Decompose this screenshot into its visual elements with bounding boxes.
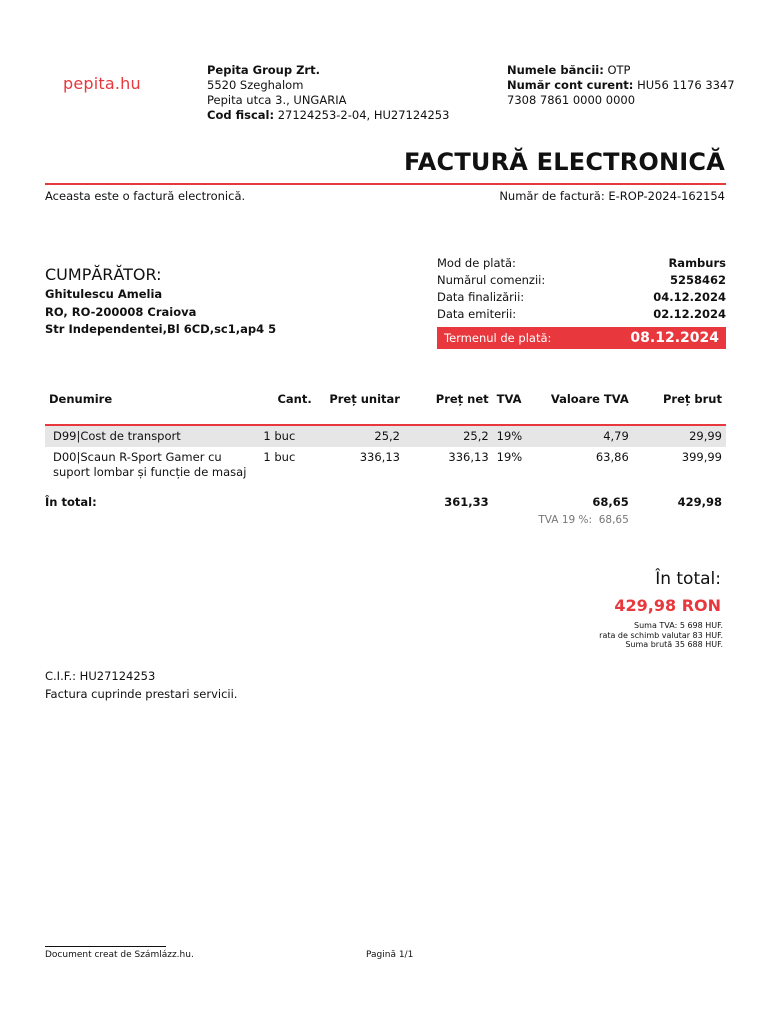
cell-qty: 1 buc [263,450,296,464]
info-row-completion-date [437,289,726,306]
vat-sum-huf: Suma TVA: 5 698 HUF. [634,621,723,630]
footer-page-number: Pagină 1/1 [366,950,414,960]
due-date-label: Termenul de plată: [444,331,552,345]
buyer-block [45,286,276,339]
title-divider [45,183,726,185]
buyer-street: Str Independentei,Bl 6CD,sc1,ap4 5 [45,322,277,336]
vat-breakdown-value: 68,65 [598,514,629,526]
info-value: 04.12.2024 [653,290,726,304]
col-header-net-price: Preț net [404,390,493,425]
info-label: Data emiterii: [437,307,517,321]
cell-gross-price: 29,99 [633,425,726,447]
footer-created-by: Document creat de Számlázz.hu. [45,950,194,960]
info-row-order-number [437,272,726,289]
total-net: 361,33 [444,495,489,509]
total-vat: 68,65 [592,495,629,509]
footer-divider [45,946,166,947]
vat-breakdown-label: TVA 19 %: [538,514,593,526]
col-header-vat: TVA [493,390,544,425]
bank-account-label: Număr cont curent: [507,78,634,92]
seller-city: 5520 Szeghalom [207,78,304,92]
table-row [45,447,726,483]
seller-block [207,63,449,123]
bank-block [507,63,737,108]
cell-net-price: 25,2 [404,425,493,447]
col-header-vat-value: Valoare TVA [544,390,633,425]
total-label: În total: [45,495,97,509]
table-row [45,425,726,447]
cell-unit-price: 336,13 [359,450,400,464]
exchange-rate: rata de schimb valutar 83 HUF. [599,630,723,640]
gross-sum-huf: Suma brută 35 688 HUF. [625,640,723,649]
invoice-info [437,255,726,349]
invoice-number: Număr de factură: E-ROP-2024-162154 [499,189,725,203]
cell-name: D00|Scaun R-Sport Gamer cu suport lombar și funcție de masaj [53,450,247,479]
cell-vat: 19% [496,450,523,464]
cell-qty: 1 buc [259,425,315,447]
cell-net-price: 336,13 [448,450,489,464]
col-header-qty: Cant. [259,390,315,425]
bank-account-value: HU56 1176 3347 7308 7861 0000 0000 [507,78,735,107]
info-value: 02.12.2024 [653,307,726,321]
table-header-row [45,390,726,425]
buyer-name: Ghitulescu Amelia [45,287,163,301]
cell-gross-price: 399,99 [681,450,722,464]
seller-tax-label: Cod fiscal: [207,108,275,122]
col-header-unit-price: Preț unitar [316,390,404,425]
document-title: FACTURĂ ELECTRONICĂ [403,148,725,176]
buyer-city: RO, RO-200008 Craiova [45,304,197,319]
cell-unit-price: 25,2 [316,425,404,447]
seller-street: Pepita utca 3., UNGARIA [207,93,347,107]
info-value: Ramburs [668,256,726,270]
currency-summary [599,621,723,650]
cell-vat-value: 4,79 [544,425,633,447]
grand-total-value: 429,98 RON [614,596,721,615]
bank-name-label: Numele băncii: [507,63,604,77]
vat-breakdown-row [45,513,726,531]
col-header-name: Denumire [45,390,259,425]
info-row-issue-date [437,306,726,323]
electronic-invoice-note: Aceasta este o factură electronică. [45,189,246,203]
seller-name: Pepita Group Zrt. [207,63,320,77]
col-header-gross-price: Preț brut [633,390,726,425]
cell-name: D99|Cost de transport [45,425,259,447]
cell-vat-value: 63,86 [595,450,629,464]
seller-tax-value: 27124253-2-04, HU27124253 [277,108,450,122]
info-label: Mod de plată: [437,256,516,270]
notes-block [45,667,237,703]
info-label: Data finalizării: [437,290,525,304]
grand-total-label: În total: [655,569,721,589]
buyer-heading: CUMPĂRĂTOR: [45,265,162,284]
vat-breakdown [493,513,633,531]
cell-vat: 19% [493,425,544,447]
cif-note: C.I.F.: HU27124253 [45,669,156,683]
table-total-row [45,483,726,513]
info-value: 5258462 [669,273,726,287]
services-note: Factura cuprinde prestari servicii. [45,687,238,701]
info-row-payment-method [437,255,726,272]
items-table [45,390,726,531]
bank-name-value: OTP [607,63,631,77]
total-gross: 429,98 [677,495,722,509]
due-date-banner [437,327,726,349]
due-date-value: 08.12.2024 [630,330,719,346]
company-logo: pepita.hu [63,74,141,93]
info-label: Numărul comenzii: [437,273,546,287]
